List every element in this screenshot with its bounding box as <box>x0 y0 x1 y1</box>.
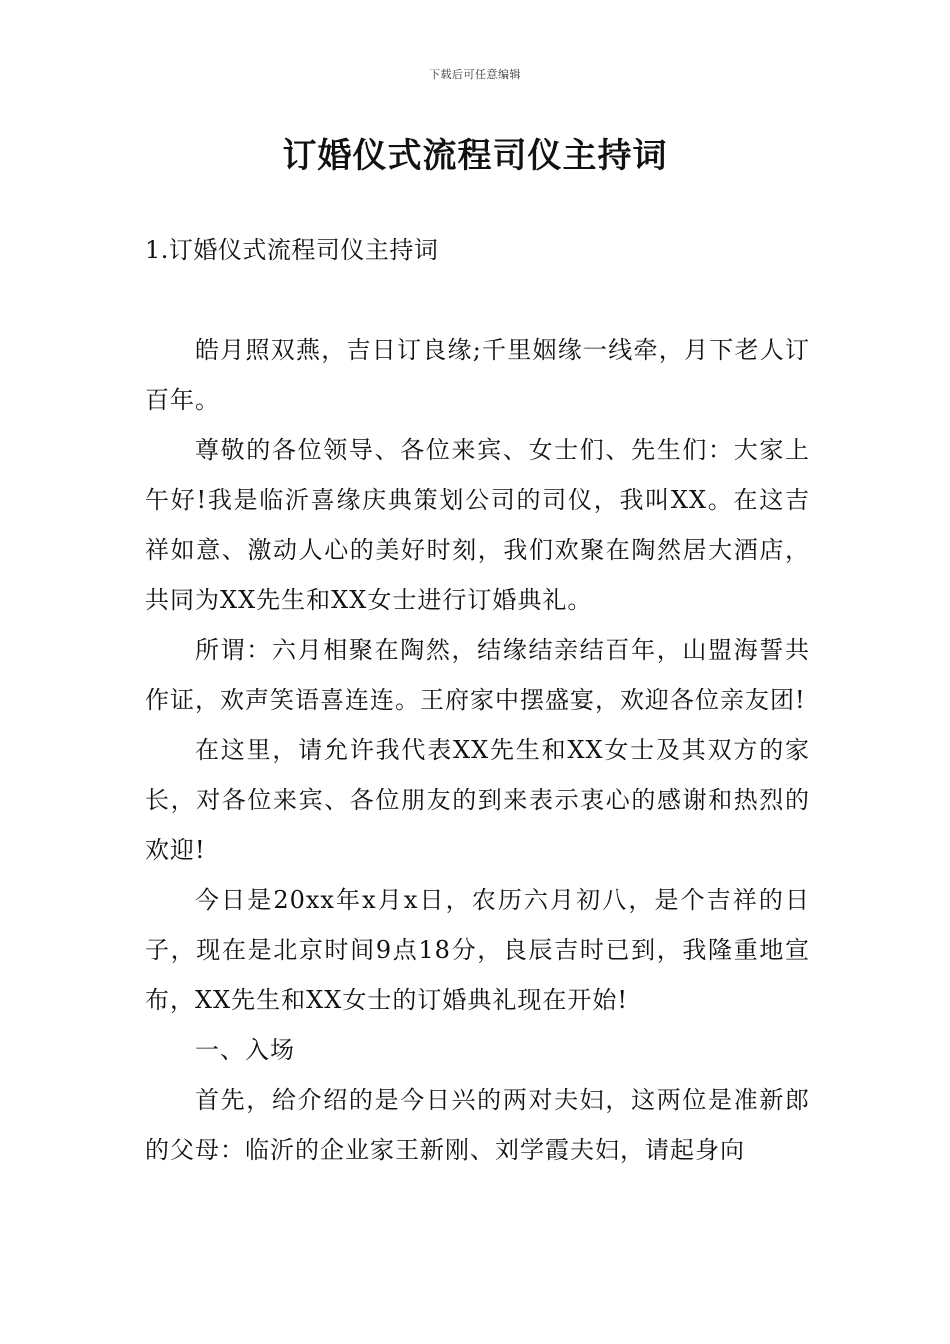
paragraph-introduction: 首先，给介绍的是今日兴的两对夫妇，这两位是准新郎的父母：临沂的企业家王新刚、刘学霞夫妇，请起身向 <box>145 1086 810 1164</box>
paragraph-subheading-entrance: 一、入场 <box>195 1036 295 1064</box>
paragraph-saying: 所谓：六月相聚在陶然，结缘结亲结百年，山盟海誓共作证，欢声笑语喜连连。王府家中摆盛宴，欢迎各位亲友团! <box>145 636 810 714</box>
paragraph-thanks: 在这里，请允许我代表XX先生和XX女士及其双方的家长，对各位来宾、各位朋友的到来表示衷心的感谢和热烈的欢迎! <box>145 736 810 864</box>
document-title: 订婚仪式流程司仪主持词 <box>282 136 668 176</box>
paragraph-greeting: 尊敬的各位领导、各位来宾、女士们、先生们：大家上午好!我是临沂喜缘庆典策划公司的司仪，我叫XX。在这吉祥如意、激动人心的美好时刻，我们欢聚在陶然居大酒店，共同为XX先生和XX女士进行订婚典礼。 <box>145 436 810 614</box>
section-heading: 1.订婚仪式流程司仪主持词 <box>145 236 439 264</box>
paragraph-opening-couplet: 皓月照双燕，吉日订良缘;千里姻缘一线牵，月下老人订百年。 <box>145 336 810 414</box>
header-note: 下载后可任意编辑 <box>429 68 521 81</box>
paragraph-announcement: 今日是20xx年x月x日，农历六月初八，是个吉祥的日子，现在是北京时间9点18分，良辰吉时已到，我隆重地宣布，XX先生和XX女士的订婚典礼现在开始! <box>145 886 810 1014</box>
body-text <box>145 325 810 1175</box>
